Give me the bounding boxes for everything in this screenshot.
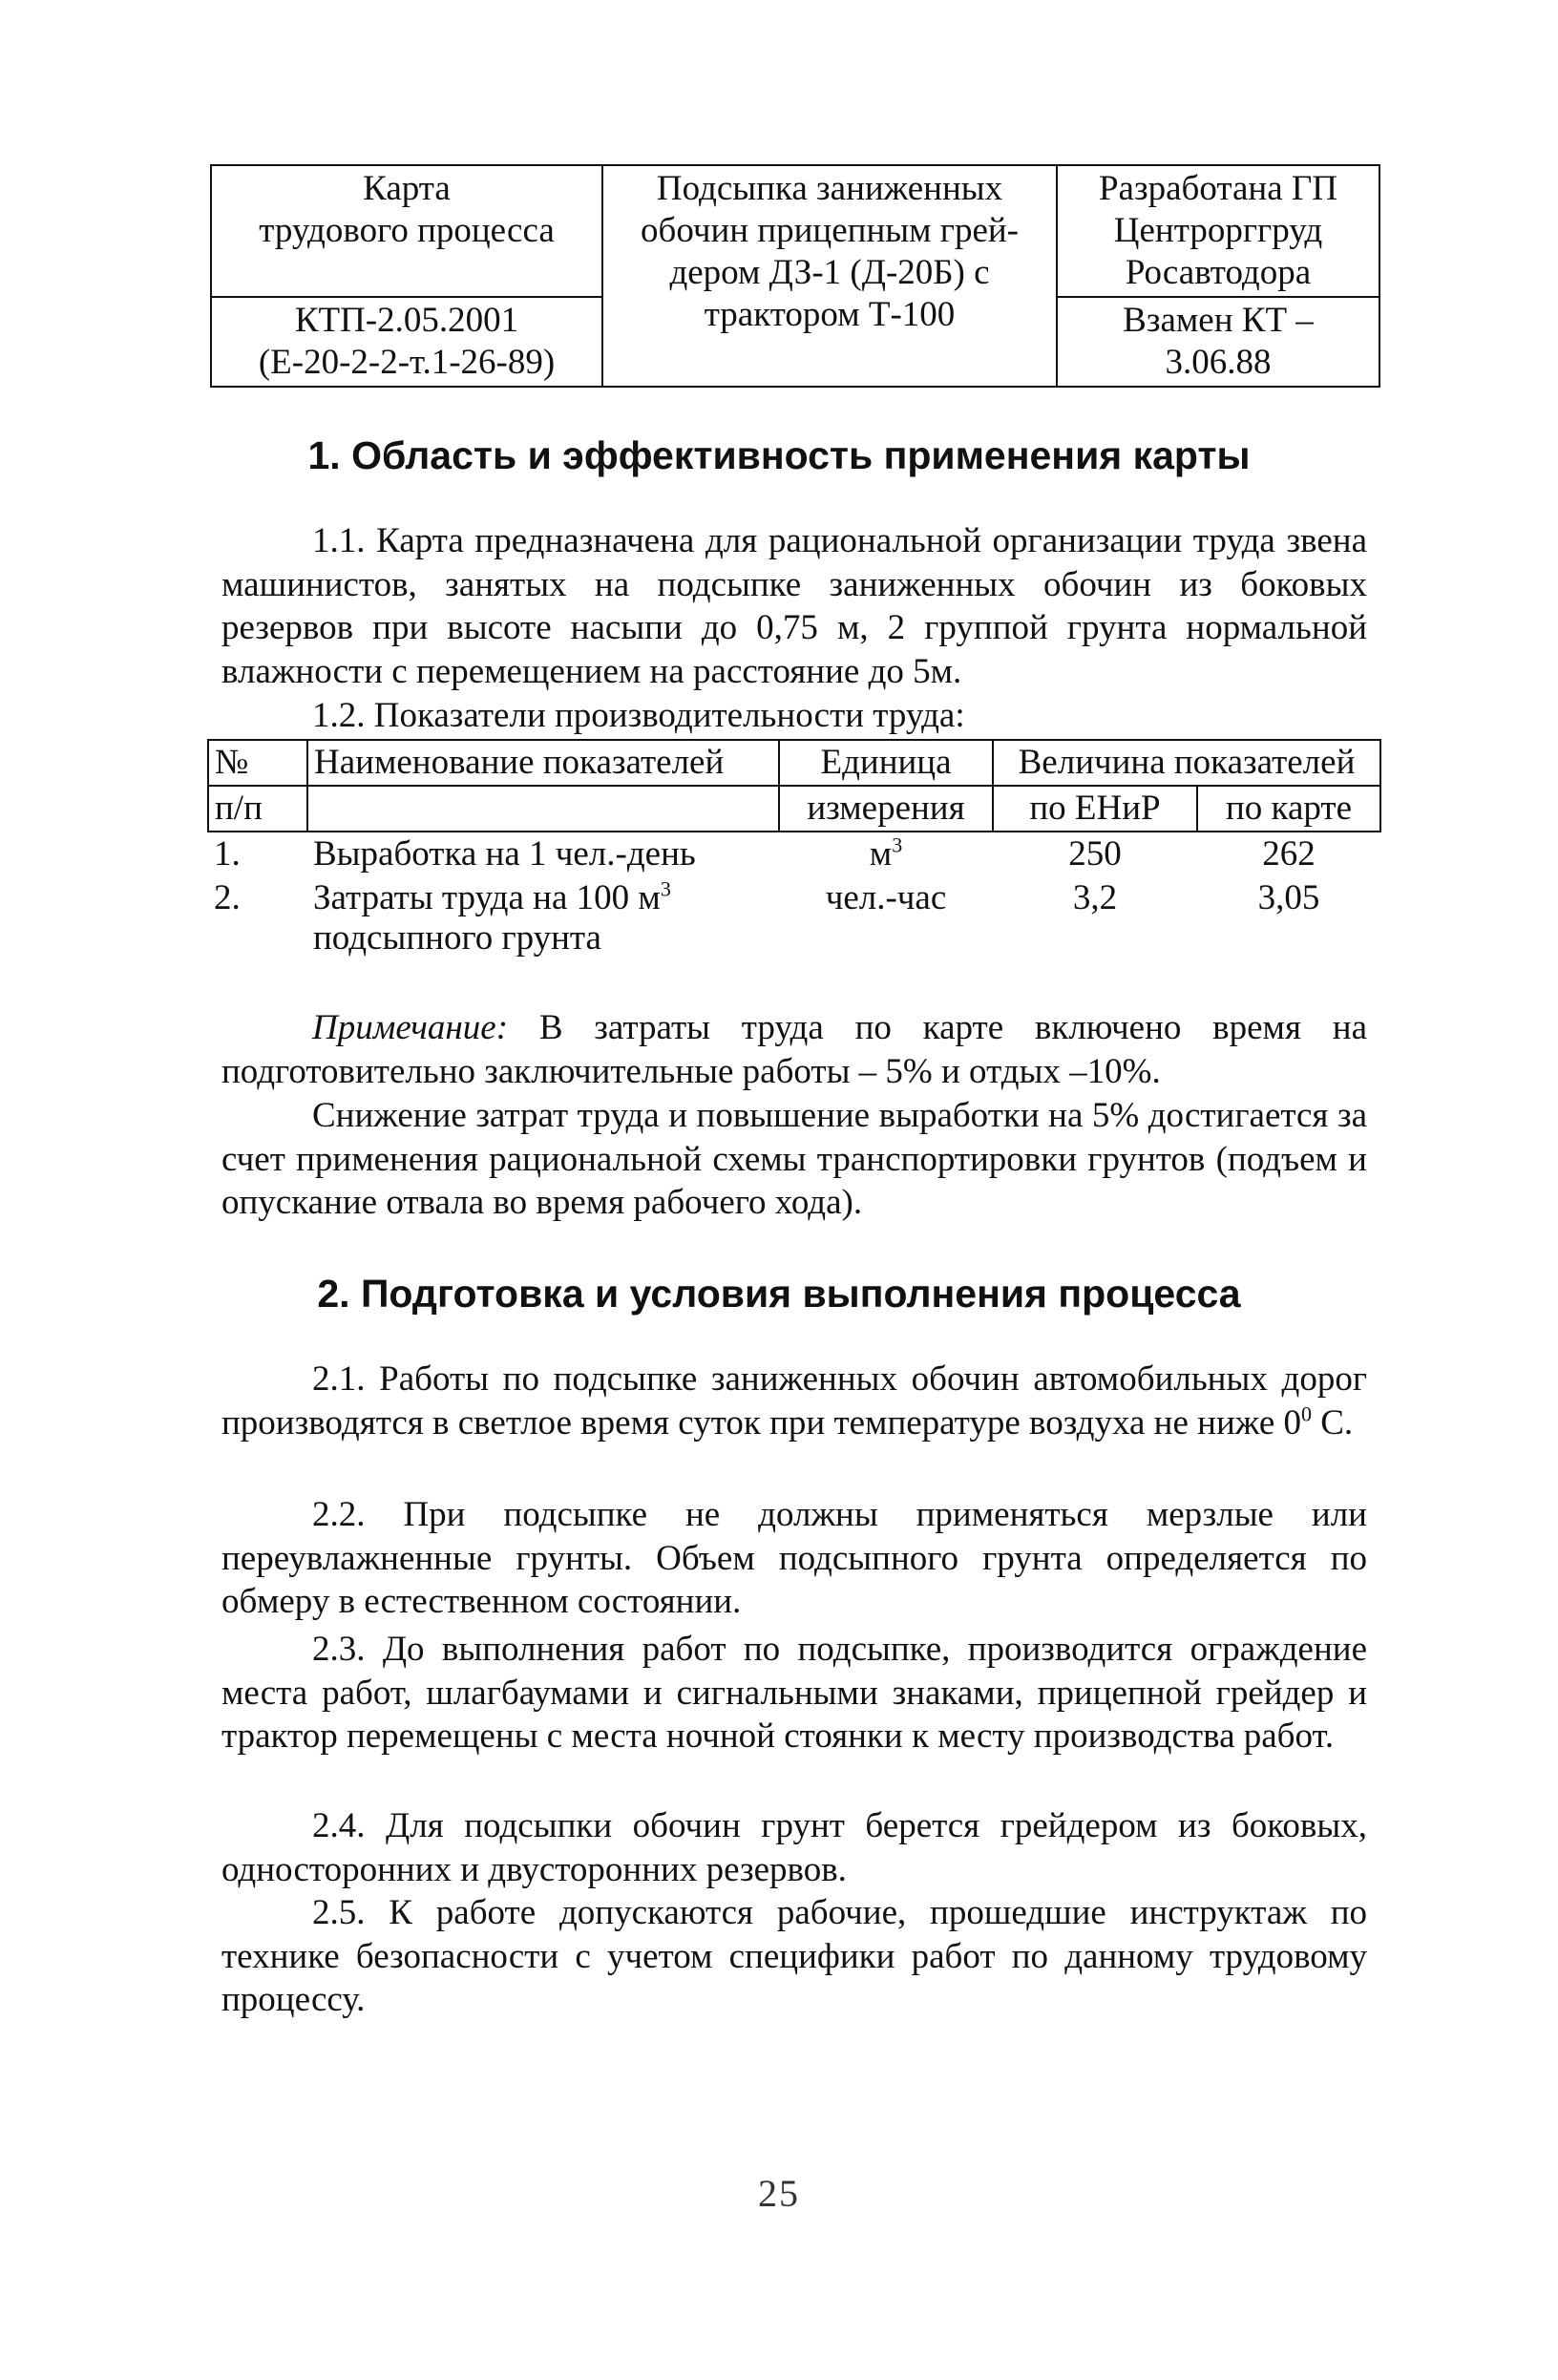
header-name: Наименование показателей	[307, 740, 779, 786]
row-name-text: Затраты труда на 100 м	[313, 878, 661, 917]
card-developer-line: Центрорггруд	[1113, 211, 1323, 250]
card-header-table	[210, 164, 1380, 388]
card-developer-cell	[1057, 165, 1379, 297]
row-name-sup: 3	[660, 876, 671, 901]
row-name	[307, 876, 779, 960]
header-value-card: по карте	[1197, 786, 1380, 832]
note-label: Примечание:	[312, 1008, 509, 1047]
card-replaces-cell	[1057, 297, 1379, 387]
row-card: 262	[1262, 834, 1316, 874]
card-replaces-line: Взамен КТ –	[1123, 301, 1314, 340]
card-title-line: Карта	[363, 169, 451, 208]
row-num: 1.	[214, 834, 241, 874]
card-code-line: (Е-20-2-2-т.1-26-89)	[258, 343, 556, 382]
page-number: 25	[758, 2172, 800, 2215]
indicators-table	[207, 739, 1381, 960]
card-subject-line: обочин прицепным грей-	[641, 211, 1019, 250]
row-unit-text: м	[869, 834, 893, 874]
card-subject-line: трактором Т-100	[704, 295, 956, 334]
row-num: 2.	[214, 878, 241, 917]
degree-sup: 0	[1301, 1401, 1312, 1426]
card-code-cell	[211, 297, 602, 387]
row-name: Выработка на 1 чел.-день	[313, 834, 696, 874]
card-code-line: КТП-2.05.2001	[294, 301, 519, 340]
row-unit	[779, 832, 993, 876]
paragraph-1-2: 1.2. Показатели производительности труда:	[312, 696, 965, 735]
header-unit-sub: измерения	[779, 786, 993, 832]
card-developer-line: Росавтодора	[1125, 253, 1312, 292]
table-row	[208, 876, 1380, 960]
row-enir: 250	[1068, 834, 1122, 874]
header-unit: Единица	[779, 740, 993, 786]
paragraph-2-1-end: С.	[1312, 1402, 1354, 1443]
card-replaces-line: 3.06.88	[1165, 343, 1272, 382]
table-row	[208, 832, 1380, 876]
header-value-enir: по ЕНиР	[993, 786, 1197, 832]
header-num: №	[208, 740, 307, 786]
header-value: Величина показателей	[993, 740, 1380, 786]
header-name-sub	[307, 786, 779, 832]
paragraph-2-5: 2.5. К работе допускаются рабочие, прошедшие инструктаж по технике безопасности с учетом специфики работ по данному трудовому процессу.	[221, 1893, 1367, 2019]
indicators-header-row	[208, 740, 1380, 786]
row-card: 3,05	[1257, 878, 1320, 917]
section-1-title: 1. Область и эффективность применения карты	[307, 433, 1251, 477]
card-title-cell	[211, 165, 602, 297]
paragraph-2-1	[221, 1358, 1367, 1444]
note-paragraph-2: Снижение затрат труда и повышение выработки на 5% достигается за счет применения рациональной схемы транспортировки грунтов (подъем и опускание отвала во время рабочего хода).	[221, 1096, 1367, 1222]
card-developer-line: Разработана ГП	[1098, 169, 1337, 208]
row-enir: 3,2	[1072, 878, 1118, 917]
note-text: В затраты труда по карте включено время на подготовительно заключительные работы – 5% и отдых –10%.	[221, 1008, 1367, 1091]
section-2-title: 2. Подготовка и условия выполнения процесса	[317, 1272, 1241, 1316]
card-subject-line: Подсыпка заниженных	[656, 169, 1003, 208]
header-num-sub: п/п	[208, 786, 307, 832]
paragraph-2-1-text: 2.1. Работы по подсыпке заниженных обочин автомобильных дорог производятся в светлое время суток при температуре воздуха не ниже 0	[221, 1359, 1367, 1443]
note-paragraph	[221, 1006, 1367, 1093]
indicators-subheader-row	[208, 786, 1380, 832]
paragraph-1-1: 1.1. Карта предназначена для рациональной организации труда звена машинистов, занятых на подсыпке заниженных обочин из боковых резервов при высоте насыпи до 0,75 м, 2 группой грунта нормальной влажности с перемещением на расстояние до 5м.	[221, 521, 1367, 691]
paragraph-2-3: 2.3. До выполнения работ по подсыпке, производится ограждение места работ, шлагбаумами и сигнальными знаками, прицепной грейдер и трактор перемещены с места ночной стоянки к месту производства работ.	[221, 1630, 1367, 1756]
card-subject-line: дером ДЗ-1 (Д-20Б) с	[669, 253, 990, 292]
row-name-cont: подсыпного грунта	[313, 918, 601, 958]
card-title-line: трудового процесса	[259, 211, 555, 250]
paragraph-2-2: 2.2. При подсыпке не должны применяться мерзлые или переувлажненные грунты. Объем подсыпного грунта определяется по обмеру в естественном состоянии.	[221, 1495, 1367, 1621]
row-unit: чел.-час	[825, 878, 947, 917]
paragraph-2-4: 2.4. Для подсыпки обочин грунт берется грейдером из боковых, односторонних и двусторонних резервов.	[221, 1806, 1367, 1889]
card-subject-cell	[602, 165, 1057, 387]
row-unit-sup: 3	[892, 832, 903, 857]
